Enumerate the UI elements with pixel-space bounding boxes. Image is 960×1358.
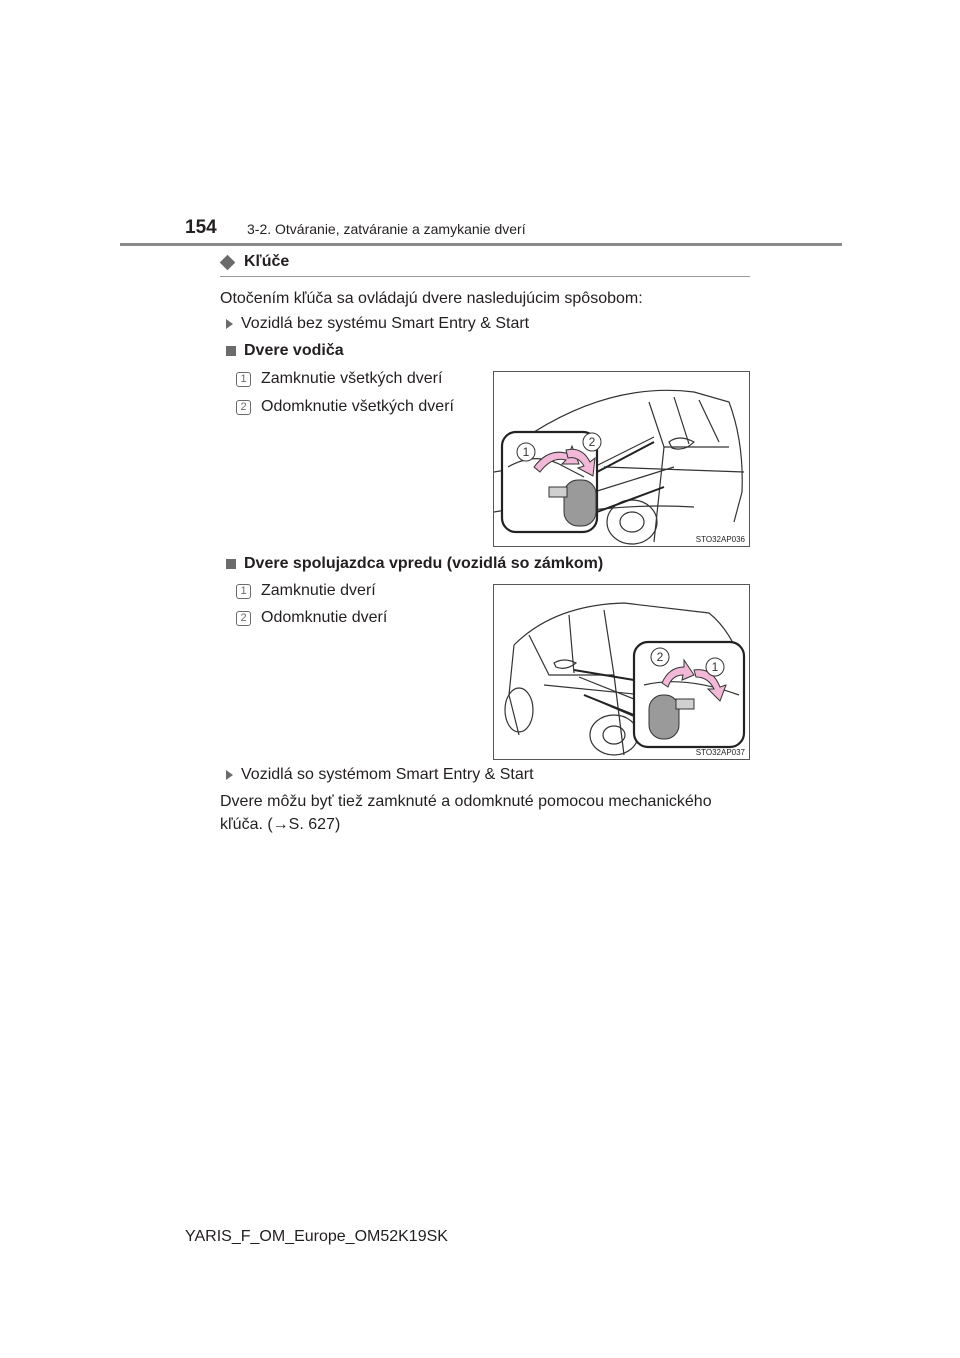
- square-bullet-icon: [226, 559, 236, 569]
- driver-door-heading: [226, 340, 344, 362]
- figure-callout: 2: [588, 435, 596, 449]
- section-intro: Otočením kľúča sa ovládajú dvere nasledujúcim spôsobom:: [220, 290, 643, 307]
- figure-code: STO32AP036: [695, 535, 745, 544]
- figure-passenger-door: [493, 584, 750, 760]
- callout-number: 1: [236, 584, 251, 599]
- section-divider: [220, 276, 750, 277]
- passenger-item-2-text: Odomknutie dverí: [261, 609, 388, 626]
- section-heading: [220, 253, 289, 271]
- square-bullet-icon: [226, 346, 236, 356]
- subhead-with-smart-label: Vozidlá so systémom Smart Entry & Start: [241, 766, 534, 783]
- callout-number: 2: [236, 611, 251, 626]
- diamond-bullet-icon: [220, 254, 236, 270]
- callout-number: 2: [236, 400, 251, 415]
- section-title: Kľúče: [244, 253, 290, 270]
- chapter-title: 3-2. Otváranie, zatváranie a zamykanie dverí: [247, 221, 526, 237]
- smart-text-line-1: Dvere môžu byť tiež zamknuté a odomknuté pomocou mechanického: [220, 793, 712, 810]
- driver-item-2: [236, 396, 454, 418]
- smart-text-line-2: kľúča. (→S. 627): [220, 816, 341, 833]
- header-divider: [120, 243, 842, 246]
- passenger-door-illustration: [494, 585, 749, 759]
- figure-callout: 1: [711, 660, 719, 674]
- key-blade-icon: [676, 699, 694, 709]
- driver-door-illustration: [494, 372, 749, 546]
- passenger-item-2: [236, 607, 387, 629]
- key-head-icon: [564, 480, 596, 526]
- driver-item-1-text: Zamknutie všetkých dverí: [261, 370, 443, 387]
- key-head-icon: [649, 695, 679, 739]
- page-number: 154: [185, 217, 217, 238]
- driver-item-1: [236, 368, 442, 390]
- passenger-door-heading: [226, 553, 603, 575]
- subhead-with-smart: [226, 764, 534, 786]
- triangle-bullet-icon: [226, 770, 233, 780]
- figure-code: STO32AP037: [695, 748, 745, 757]
- subhead-without-smart: [226, 313, 529, 335]
- figure-callout: 2: [656, 650, 664, 664]
- triangle-bullet-icon: [226, 319, 233, 329]
- subhead-without-smart-label: Vozidlá bez systému Smart Entry & Start: [241, 315, 530, 332]
- figure-driver-door: [493, 371, 750, 547]
- footer-code: YARIS_F_OM_Europe_OM52K19SK: [185, 1228, 448, 1245]
- key-blade-icon: [549, 487, 567, 497]
- figure-callout: 1: [522, 445, 530, 459]
- passenger-door-title: Dvere spolujazdca vpredu (vozidlá so zámkom): [244, 555, 604, 572]
- driver-door-title: Dvere vodiča: [244, 342, 344, 359]
- passenger-item-1: [236, 580, 376, 602]
- passenger-item-1-text: Zamknutie dverí: [261, 582, 376, 599]
- driver-item-2-text: Odomknutie všetkých dverí: [261, 398, 454, 415]
- callout-number: 1: [236, 372, 251, 387]
